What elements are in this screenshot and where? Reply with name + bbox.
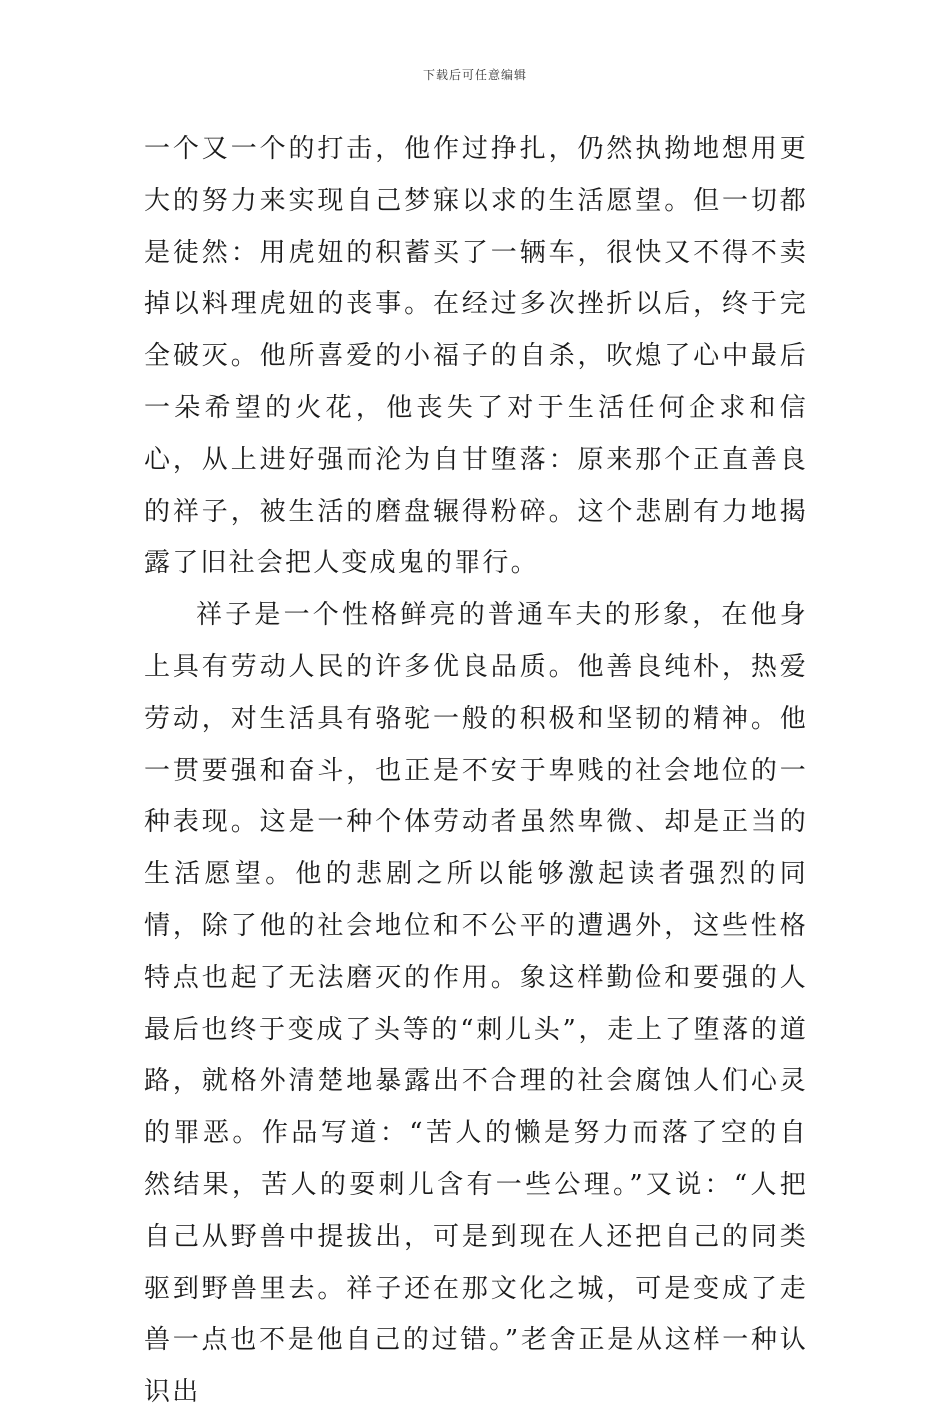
paragraph-2: 祥子是一个性格鲜亮的普通车夫的形象，在他身上具有劳动人民的许多优良品质。他善良纯朴，热爱劳动，对生活具有骆驼一般的积极和坚韧的精神。他一贯要强和奋斗，也正是不安于卑贱的社会地位的一种表现。这是一种个体劳动者虽然卑微、却是正当的生活愿望。他的悲剧之所以能够激起读者强烈的同情，除了他的社会地位和不公平的遭遇外，这些性格特点也起了无法磨灭的作用。象这样勤俭和要强的人最后也终于变成了头等的“刺儿头”，走上了堕落的道路，就格外清楚地暴露出不合理的社会腐蚀人们心灵的罪恶。作品写道：“苦人的懒是努力而落了空的自然结果，苦人的耍刺儿含有一些公理。”又说：“人把自己从野兽中提拔出，可是到现在人还把自己的同类驱到野兽里去。祥子还在那文化之城，可是变成了走兽一点也不是他自己的过错。”老舍正是从这样一种认识出	[144, 600, 808, 1408]
body-text	[144, 124, 808, 1419]
header-note: 下载后可任意编辑	[422, 68, 527, 82]
paragraph-1: 一个又一个的打击，他作过挣扎，仍然执拗地想用更大的努力来实现自己梦寐以求的生活愿望。但一切都是徒然：用虎妞的积蓄买了一辆车，很快又不得不卖掉以料理虎妞的丧事。在经过多次挫折以后，终于完全破灭。他所喜爱的小福子的自杀，吹熄了心中最后一朵希望的火花，他丧失了对于生活任何企求和信心，从上进好强而沦为自甘堕落：原来那个正直善良的祥子，被生活的磨盘辗得粉碎。这个悲剧有力地揭露了旧社会把人变成鬼的罪行。	[144, 134, 808, 579]
